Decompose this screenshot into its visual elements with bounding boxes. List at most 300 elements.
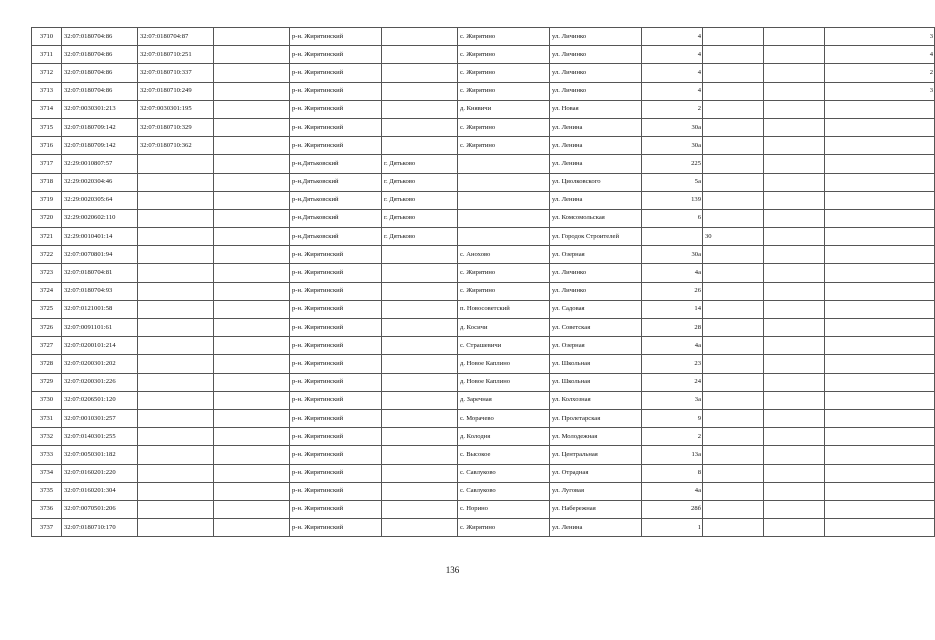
empty-cell bbox=[214, 64, 290, 82]
row-number-cell: 3719 bbox=[32, 191, 62, 209]
related-cadastral-number-cell bbox=[138, 482, 214, 500]
cadastral-number-cell: 32:07:0200301:226 bbox=[62, 373, 138, 391]
extra-number-cell bbox=[703, 155, 764, 173]
cadastral-number-cell: 32:07:0070501:206 bbox=[62, 500, 138, 518]
house-number-cell: 26 bbox=[642, 282, 703, 300]
related-cadastral-number-cell: 32:07:0180710:362 bbox=[138, 137, 214, 155]
count-cell bbox=[825, 300, 935, 318]
house-number-cell: 1 bbox=[642, 519, 703, 537]
city-cell bbox=[382, 519, 458, 537]
table-row bbox=[32, 337, 935, 355]
empty-cell bbox=[214, 28, 290, 46]
settlement-cell: с. Жирятино bbox=[458, 46, 550, 64]
related-cadastral-number-cell bbox=[138, 246, 214, 264]
extra-number-cell bbox=[703, 64, 764, 82]
settlement-cell: с. Жирятино bbox=[458, 519, 550, 537]
empty-cell bbox=[764, 409, 825, 427]
city-cell bbox=[382, 300, 458, 318]
empty-cell bbox=[214, 519, 290, 537]
empty-cell bbox=[764, 155, 825, 173]
table-row bbox=[32, 319, 935, 337]
table-row bbox=[32, 282, 935, 300]
table-body bbox=[32, 28, 935, 537]
related-cadastral-number-cell bbox=[138, 209, 214, 227]
city-cell bbox=[382, 355, 458, 373]
extra-number-cell bbox=[703, 173, 764, 191]
house-number-cell: 9 bbox=[642, 409, 703, 427]
empty-cell bbox=[764, 337, 825, 355]
settlement-cell: с. Жирятино bbox=[458, 137, 550, 155]
house-number-cell: 14 bbox=[642, 300, 703, 318]
street-cell: ул. Циолковского bbox=[550, 173, 642, 191]
house-number-cell: 4а bbox=[642, 482, 703, 500]
table-row bbox=[32, 118, 935, 136]
cadastral-number-cell: 32:07:0206501:120 bbox=[62, 391, 138, 409]
count-cell: 2 bbox=[825, 64, 935, 82]
cadastral-number-cell: 32:07:0180710:170 bbox=[62, 519, 138, 537]
settlement-cell: с. Жирятино bbox=[458, 82, 550, 100]
house-number-cell: 139 bbox=[642, 191, 703, 209]
table-row bbox=[32, 500, 935, 518]
extra-number-cell bbox=[703, 100, 764, 118]
table-row bbox=[32, 264, 935, 282]
empty-cell bbox=[764, 137, 825, 155]
related-cadastral-number-cell bbox=[138, 519, 214, 537]
extra-number-cell bbox=[703, 482, 764, 500]
street-cell: ул. Новая bbox=[550, 100, 642, 118]
count-cell bbox=[825, 246, 935, 264]
row-number-cell: 3714 bbox=[32, 100, 62, 118]
city-cell: г. Дятьково bbox=[382, 155, 458, 173]
table-row bbox=[32, 482, 935, 500]
city-cell bbox=[382, 246, 458, 264]
table-row bbox=[32, 46, 935, 64]
related-cadastral-number-cell bbox=[138, 173, 214, 191]
district-cell: р-н. Жирятинский bbox=[290, 282, 382, 300]
cadastral-number-cell: 32:07:0180704:86 bbox=[62, 46, 138, 64]
cadastral-number-cell: 32:29:0010401:14 bbox=[62, 228, 138, 246]
row-number-cell: 3730 bbox=[32, 391, 62, 409]
settlement-cell: п. Новосоветский bbox=[458, 300, 550, 318]
district-cell: р-н. Жирятинский bbox=[290, 446, 382, 464]
table-row bbox=[32, 137, 935, 155]
settlement-cell: с. Высокое bbox=[458, 446, 550, 464]
table-row bbox=[32, 391, 935, 409]
empty-cell bbox=[764, 500, 825, 518]
district-cell: р-н. Жирятинский bbox=[290, 82, 382, 100]
street-cell: ул. Личинко bbox=[550, 264, 642, 282]
house-number-cell: 4а bbox=[642, 337, 703, 355]
empty-cell bbox=[764, 300, 825, 318]
table-row bbox=[32, 446, 935, 464]
street-cell: ул. Молодежная bbox=[550, 428, 642, 446]
district-cell: р-н. Жирятинский bbox=[290, 264, 382, 282]
empty-cell bbox=[214, 246, 290, 264]
cadastral-number-cell: 32:07:0121001:58 bbox=[62, 300, 138, 318]
count-cell bbox=[825, 373, 935, 391]
count-cell: 4 bbox=[825, 46, 935, 64]
count-cell bbox=[825, 519, 935, 537]
street-cell: ул. Личинко bbox=[550, 82, 642, 100]
related-cadastral-number-cell: 32:07:0030301:195 bbox=[138, 100, 214, 118]
city-cell bbox=[382, 373, 458, 391]
empty-cell bbox=[214, 209, 290, 227]
table-row bbox=[32, 246, 935, 264]
table-row bbox=[32, 519, 935, 537]
count-cell bbox=[825, 173, 935, 191]
empty-cell bbox=[764, 64, 825, 82]
street-cell: ул. Озерная bbox=[550, 246, 642, 264]
district-cell: р-н. Жирятинский bbox=[290, 319, 382, 337]
table-row bbox=[32, 209, 935, 227]
row-number-cell: 3718 bbox=[32, 173, 62, 191]
city-cell bbox=[382, 464, 458, 482]
empty-cell bbox=[214, 428, 290, 446]
settlement-cell bbox=[458, 155, 550, 173]
row-number-cell: 3729 bbox=[32, 373, 62, 391]
city-cell: г. Дятьково bbox=[382, 191, 458, 209]
settlement-cell bbox=[458, 209, 550, 227]
count-cell bbox=[825, 228, 935, 246]
row-number-cell: 3734 bbox=[32, 464, 62, 482]
table-row bbox=[32, 300, 935, 318]
cadastral-number-cell: 32:07:0010301:257 bbox=[62, 409, 138, 427]
city-cell: г. Дятьково bbox=[382, 173, 458, 191]
city-cell bbox=[382, 428, 458, 446]
related-cadastral-number-cell: 32:07:0180710:249 bbox=[138, 82, 214, 100]
empty-cell bbox=[214, 282, 290, 300]
empty-cell bbox=[214, 228, 290, 246]
empty-cell bbox=[214, 482, 290, 500]
cadastral-number-cell: 32:07:0180704:86 bbox=[62, 64, 138, 82]
house-number-cell bbox=[642, 228, 703, 246]
district-cell: р-н. Жирятинский bbox=[290, 137, 382, 155]
cadastral-number-cell: 32:07:0160201:220 bbox=[62, 464, 138, 482]
city-cell bbox=[382, 64, 458, 82]
district-cell: р-н. Жирятинский bbox=[290, 519, 382, 537]
city-cell bbox=[382, 264, 458, 282]
empty-cell bbox=[214, 118, 290, 136]
row-number-cell: 3713 bbox=[32, 82, 62, 100]
empty-cell bbox=[764, 428, 825, 446]
extra-number-cell bbox=[703, 446, 764, 464]
settlement-cell: с. Жирятино bbox=[458, 282, 550, 300]
related-cadastral-number-cell bbox=[138, 355, 214, 373]
district-cell: р-н.Дятьковский bbox=[290, 191, 382, 209]
settlement-cell: д. Косичи bbox=[458, 319, 550, 337]
cadastral-number-cell: 32:07:0180704:81 bbox=[62, 264, 138, 282]
empty-cell bbox=[764, 282, 825, 300]
empty-cell bbox=[214, 500, 290, 518]
count-cell bbox=[825, 264, 935, 282]
empty-cell bbox=[764, 519, 825, 537]
row-number-cell: 3711 bbox=[32, 46, 62, 64]
district-cell: р-н. Жирятинский bbox=[290, 391, 382, 409]
extra-number-cell bbox=[703, 373, 764, 391]
empty-cell bbox=[764, 191, 825, 209]
house-number-cell: 23 bbox=[642, 355, 703, 373]
extra-number-cell bbox=[703, 46, 764, 64]
empty-cell bbox=[214, 191, 290, 209]
extra-number-cell bbox=[703, 282, 764, 300]
settlement-cell: с. Норино bbox=[458, 500, 550, 518]
street-cell: ул. Личинко bbox=[550, 46, 642, 64]
row-number-cell: 3733 bbox=[32, 446, 62, 464]
related-cadastral-number-cell bbox=[138, 300, 214, 318]
cadastral-number-cell: 32:07:0030301:213 bbox=[62, 100, 138, 118]
extra-number-cell bbox=[703, 519, 764, 537]
street-cell: ул. Ленина bbox=[550, 118, 642, 136]
count-cell bbox=[825, 191, 935, 209]
street-cell: ул. Городок Строителей bbox=[550, 228, 642, 246]
table-row bbox=[32, 191, 935, 209]
city-cell bbox=[382, 337, 458, 355]
settlement-cell: с. Анохово bbox=[458, 246, 550, 264]
row-number-cell: 3721 bbox=[32, 228, 62, 246]
district-cell: р-н. Жирятинский bbox=[290, 64, 382, 82]
empty-cell bbox=[214, 319, 290, 337]
district-cell: р-н. Жирятинский bbox=[290, 464, 382, 482]
empty-cell bbox=[764, 173, 825, 191]
related-cadastral-number-cell bbox=[138, 282, 214, 300]
row-number-cell: 3737 bbox=[32, 519, 62, 537]
street-cell: ул. Школьная bbox=[550, 355, 642, 373]
extra-number-cell bbox=[703, 82, 764, 100]
related-cadastral-number-cell bbox=[138, 337, 214, 355]
row-number-cell: 3717 bbox=[32, 155, 62, 173]
extra-number-cell bbox=[703, 209, 764, 227]
empty-cell bbox=[214, 373, 290, 391]
district-cell: р-н. Жирятинский bbox=[290, 409, 382, 427]
street-cell: ул. Ленина bbox=[550, 191, 642, 209]
house-number-cell: 28 bbox=[642, 319, 703, 337]
street-cell: ул. Советская bbox=[550, 319, 642, 337]
related-cadastral-number-cell bbox=[138, 191, 214, 209]
city-cell bbox=[382, 446, 458, 464]
street-cell: ул. Садовая bbox=[550, 300, 642, 318]
settlement-cell: с. Савлуково bbox=[458, 482, 550, 500]
row-number-cell: 3715 bbox=[32, 118, 62, 136]
extra-number-cell bbox=[703, 118, 764, 136]
district-cell: р-н. Жирятинский bbox=[290, 300, 382, 318]
cadastral-number-cell: 32:07:0180704:86 bbox=[62, 82, 138, 100]
settlement-cell bbox=[458, 228, 550, 246]
related-cadastral-number-cell bbox=[138, 373, 214, 391]
city-cell bbox=[382, 282, 458, 300]
count-cell bbox=[825, 355, 935, 373]
district-cell: р-н. Жирятинский bbox=[290, 100, 382, 118]
cadastral-number-cell: 32:07:0180704:86 bbox=[62, 28, 138, 46]
count-cell bbox=[825, 446, 935, 464]
house-number-cell: 30а bbox=[642, 118, 703, 136]
empty-cell bbox=[214, 155, 290, 173]
empty-cell bbox=[764, 264, 825, 282]
table-row bbox=[32, 100, 935, 118]
table-row bbox=[32, 409, 935, 427]
table-row bbox=[32, 173, 935, 191]
street-cell: ул. Центральная bbox=[550, 446, 642, 464]
house-number-cell: 4 bbox=[642, 46, 703, 64]
settlement-cell bbox=[458, 173, 550, 191]
settlement-cell: с. Жирятино bbox=[458, 64, 550, 82]
related-cadastral-number-cell bbox=[138, 500, 214, 518]
empty-cell bbox=[764, 391, 825, 409]
street-cell: ул. Набережная bbox=[550, 500, 642, 518]
street-cell: ул. Ленина bbox=[550, 155, 642, 173]
extra-number-cell bbox=[703, 500, 764, 518]
city-cell bbox=[382, 137, 458, 155]
house-number-cell: 8 bbox=[642, 464, 703, 482]
settlement-cell: с. Савлуково bbox=[458, 464, 550, 482]
count-cell bbox=[825, 464, 935, 482]
row-number-cell: 3727 bbox=[32, 337, 62, 355]
street-cell: ул. Колхозная bbox=[550, 391, 642, 409]
house-number-cell: 4 bbox=[642, 82, 703, 100]
cadastral-number-cell: 32:07:0200101:214 bbox=[62, 337, 138, 355]
street-cell: ул. Пролетарская bbox=[550, 409, 642, 427]
district-cell: р-н. Жирятинский bbox=[290, 246, 382, 264]
settlement-cell: с. Жирятино bbox=[458, 118, 550, 136]
extra-number-cell bbox=[703, 300, 764, 318]
empty-cell bbox=[764, 100, 825, 118]
empty-cell bbox=[764, 464, 825, 482]
extra-number-cell bbox=[703, 355, 764, 373]
settlement-cell: д. Новое Каплино bbox=[458, 373, 550, 391]
house-number-cell: 4 bbox=[642, 64, 703, 82]
count-cell bbox=[825, 100, 935, 118]
district-cell: р-н. Жирятинский bbox=[290, 118, 382, 136]
table-row bbox=[32, 82, 935, 100]
extra-number-cell bbox=[703, 391, 764, 409]
city-cell bbox=[382, 409, 458, 427]
city-cell: г. Дятьково bbox=[382, 209, 458, 227]
cadastral-number-cell: 32:07:0180709:142 bbox=[62, 137, 138, 155]
row-number-cell: 3722 bbox=[32, 246, 62, 264]
city-cell bbox=[382, 500, 458, 518]
city-cell bbox=[382, 118, 458, 136]
empty-cell bbox=[764, 228, 825, 246]
extra-number-cell bbox=[703, 137, 764, 155]
cadastral-number-cell: 32:29:0020305:64 bbox=[62, 191, 138, 209]
house-number-cell: 30а bbox=[642, 137, 703, 155]
city-cell bbox=[382, 391, 458, 409]
settlement-cell: д. Княвичи bbox=[458, 100, 550, 118]
count-cell bbox=[825, 319, 935, 337]
district-cell: р-н. Жирятинский bbox=[290, 373, 382, 391]
empty-cell bbox=[764, 46, 825, 64]
extra-number-cell bbox=[703, 409, 764, 427]
row-number-cell: 3712 bbox=[32, 64, 62, 82]
related-cadastral-number-cell: 32:07:0180710:251 bbox=[138, 46, 214, 64]
empty-cell bbox=[214, 464, 290, 482]
empty-cell bbox=[764, 446, 825, 464]
table-row bbox=[32, 373, 935, 391]
city-cell bbox=[382, 46, 458, 64]
extra-number-cell bbox=[703, 28, 764, 46]
count-cell bbox=[825, 137, 935, 155]
settlement-cell: д. Колодня bbox=[458, 428, 550, 446]
related-cadastral-number-cell bbox=[138, 428, 214, 446]
page-number: 136 bbox=[445, 565, 460, 575]
cadastral-number-cell: 32:07:0050301:182 bbox=[62, 446, 138, 464]
cadastral-number-cell: 32:07:0200301:202 bbox=[62, 355, 138, 373]
empty-cell bbox=[214, 137, 290, 155]
count-cell bbox=[825, 482, 935, 500]
city-cell bbox=[382, 82, 458, 100]
count-cell bbox=[825, 337, 935, 355]
house-number-cell: 5а bbox=[642, 173, 703, 191]
related-cadastral-number-cell bbox=[138, 464, 214, 482]
street-cell: ул. Озерная bbox=[550, 337, 642, 355]
extra-number-cell bbox=[703, 264, 764, 282]
cadastral-number-cell: 32:29:0020602:110 bbox=[62, 209, 138, 227]
related-cadastral-number-cell bbox=[138, 409, 214, 427]
row-number-cell: 3732 bbox=[32, 428, 62, 446]
district-cell: р-н.Дятьковский bbox=[290, 155, 382, 173]
count-cell: 3 bbox=[825, 82, 935, 100]
empty-cell bbox=[214, 355, 290, 373]
row-number-cell: 3710 bbox=[32, 28, 62, 46]
city-cell bbox=[382, 319, 458, 337]
count-cell bbox=[825, 118, 935, 136]
empty-cell bbox=[214, 446, 290, 464]
row-number-cell: 3728 bbox=[32, 355, 62, 373]
row-number-cell: 3723 bbox=[32, 264, 62, 282]
empty-cell bbox=[764, 82, 825, 100]
empty-cell bbox=[764, 482, 825, 500]
count-cell bbox=[825, 155, 935, 173]
extra-number-cell bbox=[703, 428, 764, 446]
empty-cell bbox=[214, 173, 290, 191]
house-number-cell: 4 bbox=[642, 28, 703, 46]
district-cell: р-н. Жирятинский bbox=[290, 28, 382, 46]
empty-cell bbox=[214, 337, 290, 355]
empty-cell bbox=[214, 46, 290, 64]
row-number-cell: 3731 bbox=[32, 409, 62, 427]
city-cell bbox=[382, 28, 458, 46]
house-number-cell: 30а bbox=[642, 246, 703, 264]
count-cell: 3 bbox=[825, 28, 935, 46]
empty-cell bbox=[214, 300, 290, 318]
extra-number-cell bbox=[703, 246, 764, 264]
count-cell bbox=[825, 409, 935, 427]
street-cell: ул. Ленина bbox=[550, 519, 642, 537]
extra-number-cell bbox=[703, 191, 764, 209]
cadastral-number-cell: 32:07:0140301:255 bbox=[62, 428, 138, 446]
empty-cell bbox=[764, 319, 825, 337]
street-cell: ул. Личинко bbox=[550, 64, 642, 82]
settlement-cell: д. Новое Каплино bbox=[458, 355, 550, 373]
row-number-cell: 3736 bbox=[32, 500, 62, 518]
district-cell: р-н. Жирятинский bbox=[290, 46, 382, 64]
district-cell: р-н. Жирятинский bbox=[290, 337, 382, 355]
empty-cell bbox=[764, 355, 825, 373]
table-row bbox=[32, 428, 935, 446]
empty-cell bbox=[764, 118, 825, 136]
house-number-cell: 6 bbox=[642, 209, 703, 227]
related-cadastral-number-cell bbox=[138, 228, 214, 246]
house-number-cell: 4а bbox=[642, 264, 703, 282]
table-row bbox=[32, 155, 935, 173]
count-cell bbox=[825, 282, 935, 300]
table-row bbox=[32, 355, 935, 373]
city-cell: г. Дятьково bbox=[382, 228, 458, 246]
house-number-cell: 28б bbox=[642, 500, 703, 518]
related-cadastral-number-cell bbox=[138, 264, 214, 282]
row-number-cell: 3716 bbox=[32, 137, 62, 155]
street-cell: ул. Личинко bbox=[550, 28, 642, 46]
extra-number-cell bbox=[703, 337, 764, 355]
